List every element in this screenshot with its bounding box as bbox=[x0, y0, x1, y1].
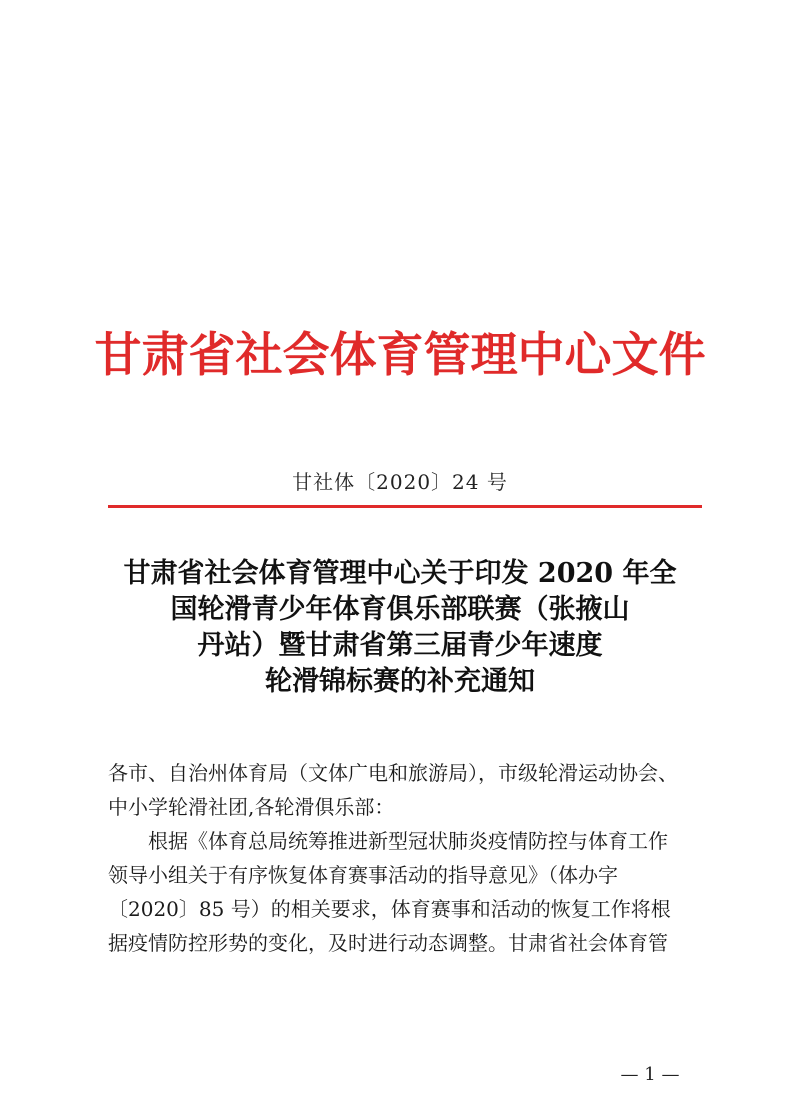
paragraph-line-4: 据疫情防控形势的变化，及时进行动态调整。甘肃省社会体育管 bbox=[108, 931, 668, 955]
salutation-line-1: 各市、自治州体育局（文体广电和旅游局），市级轮滑运动协会、 bbox=[108, 761, 678, 785]
title-line-1: 甘肃省社会体育管理中心关于印发 2020 年全 bbox=[123, 558, 677, 589]
paragraph-line-2: 领导小组关于有序恢复体育赛事活动的指导意见》（体办字 bbox=[108, 863, 618, 887]
document-title bbox=[100, 556, 700, 700]
paragraph-line-1: 根据《体育总局统筹推进新型冠状肺炎疫情防控与体育工作 bbox=[148, 829, 668, 853]
title-line-3: 丹站）暨甘肃省第三届青少年速度 bbox=[197, 630, 603, 661]
document-body bbox=[108, 756, 706, 960]
paragraph-line-3: 〔2020〕85 号）的相关要求，体育赛事和活动的恢复工作将根 bbox=[108, 897, 671, 921]
title-line-4: 轮滑锦标赛的补充通知 bbox=[265, 666, 535, 697]
page-number: — 1 — bbox=[620, 1064, 680, 1085]
issuing-authority-header: 甘肃省社会体育管理中心文件 bbox=[94, 328, 706, 383]
document-number: 甘社体〔2020〕24 号 bbox=[292, 470, 508, 494]
red-divider-line bbox=[108, 505, 702, 508]
title-line-2: 国轮滑青少年体育俱乐部联赛（张掖山 bbox=[170, 594, 630, 625]
salutation-line-2: 中小学轮滑社团,各轮滑俱乐部： bbox=[108, 795, 395, 819]
